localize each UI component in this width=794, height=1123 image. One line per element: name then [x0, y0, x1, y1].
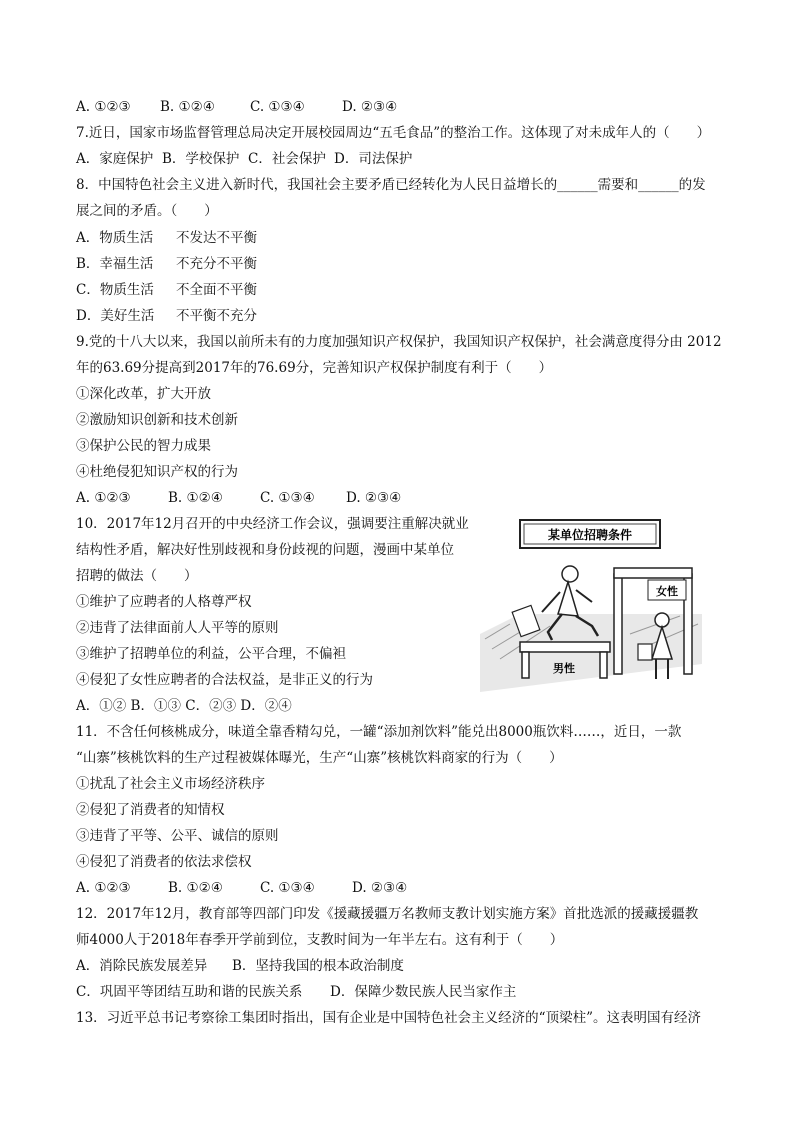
male-label: 男性: [553, 662, 575, 675]
option-b: B. ①②④: [160, 99, 215, 115]
sign-title: 某单位招聘条件: [547, 528, 633, 542]
option-b: B．坚持我国的根本政治制度: [232, 958, 404, 974]
q9-item-1: ①深化改革，扩大开放: [76, 386, 211, 402]
q12-options-line2: [76, 983, 516, 1001]
q11-options: [76, 879, 407, 897]
option-d: D. ②③④: [342, 99, 398, 115]
option-a: A．消除民族发展差异: [76, 958, 208, 974]
option-a: A. ①②③: [76, 490, 131, 506]
option-b: B. ①②④: [168, 880, 223, 896]
q11-item-2: ②侵犯了消费者的知情权: [76, 802, 225, 818]
q11-item-3: ③违背了平等、公平、诚信的原则: [76, 828, 279, 844]
q10-stem-line3: 招聘的做法（ ）: [76, 568, 198, 584]
q10-stem-line2: 结构性矛盾，解决好性别歧视和身份歧视的问题，漫画中某单位: [76, 542, 454, 558]
q11-item-4: ④侵犯了消费者的依法求偿权: [76, 854, 252, 870]
option-b: B．学校保护: [162, 151, 240, 167]
q11-stem-line2: “山寨”核桃饮料的生产过程被媒体曝光，生产“山寨”核桃饮料商家的行为（ ）: [76, 750, 563, 766]
female-label: 女性: [656, 585, 678, 598]
q9-options: [76, 489, 401, 507]
q9-stem-line2: 年的63.69分提高到2017年的76.69分，完善知识产权保护制度有利于（ ）: [76, 360, 553, 376]
option-a: A. ①②③: [76, 99, 131, 115]
man-figure: [562, 566, 578, 582]
q8-stem-line1: 8．中国特色社会主义进入新时代，我国社会主要矛盾已经转化为人民日益增长的______需要和______的发: [76, 177, 706, 193]
option-c: C. ①③④: [250, 99, 305, 115]
q10-stem-line1: 10．2017年12月召开的中央经济工作会议，强调要注重解决就业: [76, 516, 469, 532]
q9-item-4: ④杜绝侵犯知识产权的行为: [76, 464, 238, 480]
option-d: D. ②③④: [346, 490, 402, 506]
option-c: C. ①③④: [260, 490, 315, 506]
option-d: D. ②③④: [352, 880, 408, 896]
q9-stem-line1: 9.党的十八大以来，我国以前所未有的力度加强知识产权保护，我国知识产权保护，社会满意度得分由 2012: [76, 334, 722, 350]
option-d: D．保障少数民族人民当家作主: [330, 984, 517, 1000]
option-c: C．巩固平等团结互助和谐的民族关系: [76, 984, 303, 1000]
q10-options: A．①② B．①③ C．②③ D．②④: [76, 698, 292, 714]
q12-stem-line2: 师4000人于2018年春季开学前到位，支教时间为一年半左右。这有利于（ ）: [76, 932, 564, 948]
q9-item-3: ③保护公民的智力成果: [76, 438, 211, 454]
q8-stem-line2: 展之间的矛盾。（ ）: [76, 203, 218, 219]
option-d: D．司法保护: [334, 151, 413, 167]
prev-answer-options: [76, 98, 397, 116]
q7-stem: 7.近日，国家市场监督管理总局决定开展校园周边“五毛食品”的整治工作。这体现了对未成年人的（ ）: [76, 125, 711, 141]
q8-option-c: C．物质生活 不全面不平衡: [76, 282, 257, 298]
q10-item-4: ④侵犯了女性应聘者的合法权益，是非正义的行为: [76, 672, 373, 688]
option-b: B. ①②④: [168, 490, 223, 506]
q9-item-2: ②激励知识创新和技术创新: [76, 412, 238, 428]
low-hurdle-bar: [520, 642, 610, 652]
q10-item-3: ③维护了招聘单位的利益，公平合理，不偏袒: [76, 646, 346, 662]
option-c: C．社会保护: [248, 151, 326, 167]
q10-item-2: ②违背了法律面前人人平等的原则: [76, 620, 279, 636]
q12-stem-line1: 12．2017年12月，教育部等四部门印发《援藏援疆万名教师支教计划实施方案》首批选派的援藏援疆教: [76, 906, 699, 922]
gate-left-post: [614, 574, 622, 674]
q7-options: [76, 150, 412, 168]
q11-item-1: ①扰乱了社会主义市场经济秩序: [76, 776, 265, 792]
option-c: C. ①③④: [260, 880, 315, 896]
option-a: A．家庭保护: [76, 151, 154, 167]
recruitment-cartoon: [480, 514, 702, 692]
q11-stem-line1: 11．不含任何核桃成分，味道全靠香精勾兑，一罐“添加剂饮料”能兑出8000瓶饮料……，近日，一款: [76, 724, 682, 740]
option-a: A. ①②③: [76, 880, 131, 896]
q8-option-b: B．幸福生活 不充分不平衡: [76, 256, 257, 272]
q8-option-a: A．物质生活 不发达不平衡: [76, 230, 257, 246]
q10-item-1: ①维护了应聘者的人格尊严权: [76, 594, 252, 610]
gate-top-bar: [614, 568, 692, 578]
q12-options-line1: [76, 957, 404, 975]
q13-stem-line1: 13．习近平总书记考察徐工集团时指出，国有企业是中国特色社会主义经济的“顶梁柱”。这表明国有经济: [76, 1010, 701, 1026]
q8-option-d: D．美好生活 不平衡不充分: [76, 308, 257, 324]
woman-document: [638, 644, 652, 660]
